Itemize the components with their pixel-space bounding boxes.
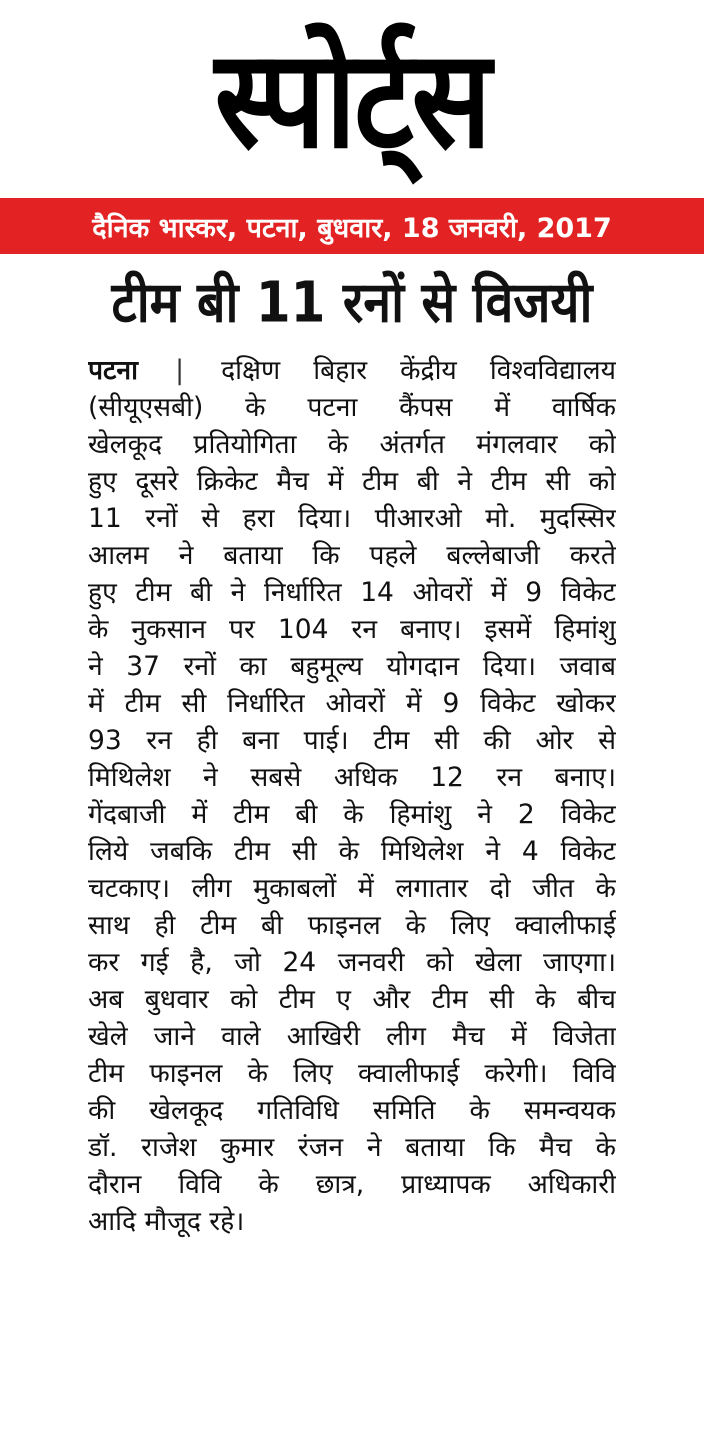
article-line: में टीम सी निर्धारित ओवरों में 9 विकेट खोकर [88, 688, 616, 719]
masthead [0, 0, 704, 198]
article-body [0, 340, 704, 1240]
article-line: आलम ने बताया कि पहले बल्लेबाजी करते [88, 540, 616, 571]
article-line: साथ ही टीम बी फाइनल के लिए क्वालीफाई [88, 910, 616, 941]
article-line: चटकाए। लीग मुकाबलों में लगातार दो जीत के [88, 873, 616, 904]
date-and-place: , पटना, बुधवार, 18 जनवरी, 2017 [226, 212, 612, 244]
article-line: खेले जाने वाले आखिरी लीग मैच में विजेता [88, 1021, 616, 1052]
article-line: डॉ. राजेश कुमार रंजन ने बताया कि मैच के [88, 1132, 616, 1163]
article-line: अब बुधवार को टीम ए और टीम सी के बीच [88, 984, 616, 1015]
article-line-text: दक्षिण बिहार केंद्रीय विश्वविद्यालय [221, 355, 616, 386]
article-line: मिथिलेश ने सबसे अधिक 12 रन बनाए। [88, 762, 616, 793]
article-line: हुए दूसरे क्रिकेट मैच में टीम बी ने टीम सी को [88, 466, 616, 497]
article-line: 93 रन ही बना पाई। टीम सी की ओर से [88, 725, 616, 756]
article-line: 11 रनों से हरा दिया। पीआरओ मो. मुदस्सिर [88, 503, 616, 534]
article-line: दौरान विवि के छात्र, प्राध्यापक अधिकारी [88, 1169, 616, 1200]
article-line: कर गई है, जो 24 जनवरी को खेला जाएगा। [88, 947, 616, 978]
article-line: लिये जबकि टीम सी के मिथिलेश ने 4 विकेट [88, 836, 616, 867]
article-line: खेलकूद प्रतियोगिता के अंतर्गत मंगलवार को [88, 429, 616, 460]
article-headline: टीम बी 11 रनों से विजयी [111, 269, 593, 335]
article-dateline: पटना [88, 355, 138, 386]
article-line: की खेलकूद गतिविधि समिति के समन्वयक [88, 1095, 616, 1126]
dateline-bar [0, 198, 704, 254]
article-line: (सीयूएसबी) के पटना कैंपस में वार्षिक [88, 392, 616, 423]
article-line: टीम फाइनल के लिए क्वालीफाई करेगी। विवि [88, 1058, 616, 1089]
article-line: के नुकसान पर 104 रन बनाए। इसमें हिमांशु [88, 614, 616, 645]
dateline-separator: | [175, 355, 185, 386]
article-line: हुए टीम बी ने निर्धारित 14 ओवरों में 9 विकेट [88, 577, 616, 608]
article-line [88, 352, 616, 389]
paper-name: दैनिक भास्कर [92, 212, 227, 244]
article-line: ने 37 रनों का बहुमूल्य योगदान दिया। जवाब [88, 651, 616, 682]
article-line: गेंदबाजी में टीम बी के हिमांशु ने 2 विकेट [88, 799, 616, 830]
section-title: स्पोर्ट्स [214, 19, 490, 179]
article-line: आदि मौजूद रहे। [88, 1206, 245, 1237]
